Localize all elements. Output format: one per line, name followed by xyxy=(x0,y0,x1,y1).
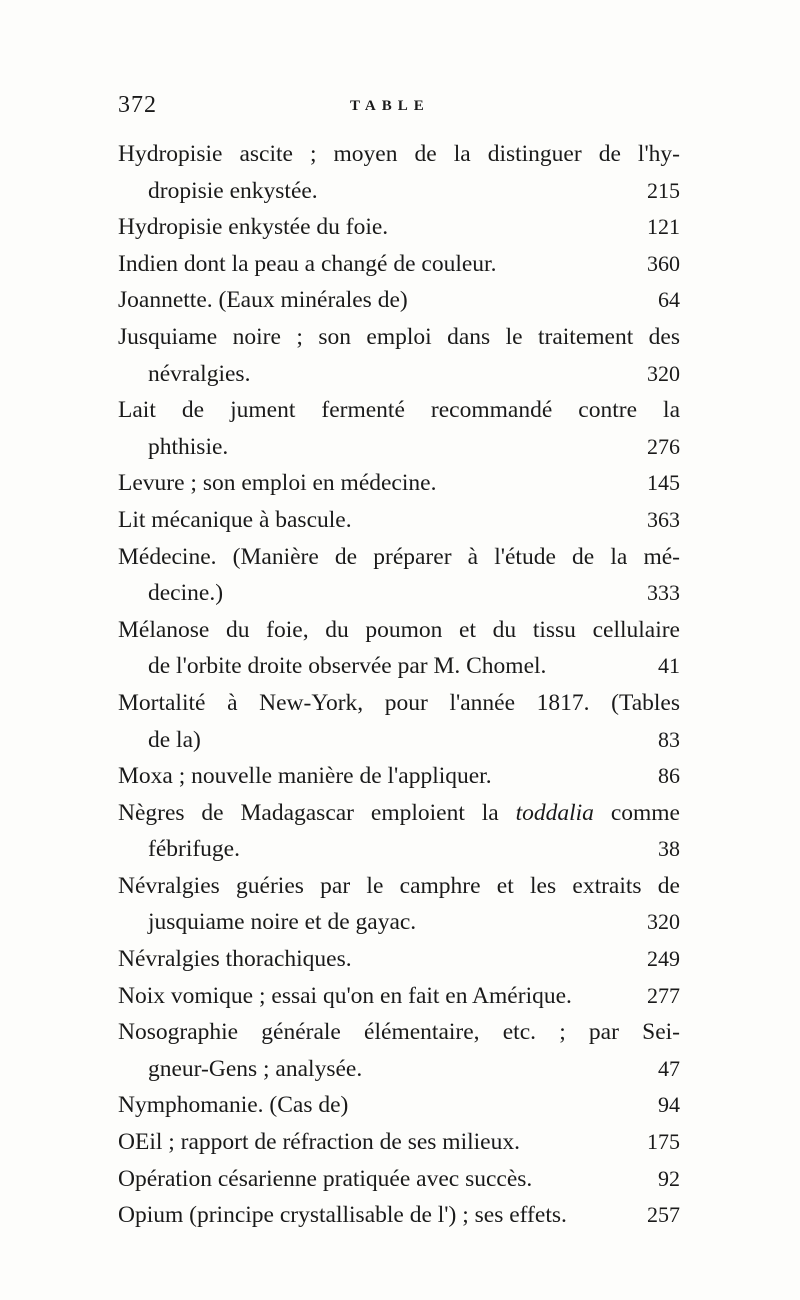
index-entry-line xyxy=(118,831,680,868)
entry-text: Levure ; son emploi en médecine. xyxy=(118,470,437,497)
italic-term: toddalia xyxy=(515,799,594,826)
page-reference: 320 xyxy=(647,360,680,386)
entry-text: Hydropisie enkystée du foie. xyxy=(118,214,389,241)
running-head: TABLE xyxy=(350,98,430,114)
index-entry-line xyxy=(118,1087,680,1124)
page-reference: 41 xyxy=(658,653,680,679)
entry-text: OEil ; rapport de réfraction de ses milieux. xyxy=(118,1129,520,1156)
entry-text: comme xyxy=(593,799,680,826)
index-entry-line xyxy=(118,246,680,283)
index-entry-line: Nosographie générale élémentaire, etc. ; par Sei- xyxy=(118,1019,680,1046)
index-entry-line xyxy=(118,758,680,795)
entry-text: fébrifuge. xyxy=(148,836,240,863)
entry-text: Nègres de Madagascar emploient la xyxy=(118,799,516,826)
index-entry-line xyxy=(118,575,680,612)
entry-text: de la) xyxy=(148,726,201,753)
index-entry-line xyxy=(118,722,680,759)
entry-text: Nymphomanie. (Cas de) xyxy=(118,1092,349,1119)
entry-text: Névralgies thorachiques. xyxy=(118,946,352,973)
index-entry-line: Mortalité à New-York, pour l'année 1817. (Tables xyxy=(118,689,680,716)
index-entry-line xyxy=(118,173,680,210)
entry-text: névralgies. xyxy=(148,360,251,387)
page-reference: 249 xyxy=(647,946,680,972)
index-entry-line xyxy=(118,502,680,539)
entry-text: dropisie enkystée. xyxy=(148,177,318,204)
page-reference: 333 xyxy=(647,580,680,606)
index-entry-line: Médecine. (Manière de préparer à l'étude de la mé- xyxy=(118,543,680,570)
index-entry-line xyxy=(118,941,680,978)
index-entry-line xyxy=(118,1161,680,1198)
index-entry-line xyxy=(118,429,680,466)
page-reference: 276 xyxy=(647,433,680,459)
index-entry-line xyxy=(118,465,680,502)
index-entry-line xyxy=(118,209,680,246)
index-entry-line xyxy=(118,1197,680,1234)
entry-text: Opium (principe crystallisable de l') ; ses effets. xyxy=(118,1202,567,1229)
page-reference: 47 xyxy=(658,1055,680,1081)
entry-text: Joannette. (Eaux minérales de) xyxy=(118,287,408,314)
page-reference: 83 xyxy=(658,726,680,752)
index-entry-line: Lait de jument fermenté recommandé contre la xyxy=(118,397,680,424)
index-entry-line: Jusquiame noire ; son emploi dans le traitement des xyxy=(118,323,680,350)
index-entry-line xyxy=(118,1124,680,1161)
page-reference: 363 xyxy=(647,506,680,532)
entry-text: Lit mécanique à bascule. xyxy=(118,506,352,533)
index-entry-line xyxy=(118,356,680,393)
index-entry-line xyxy=(118,648,680,685)
page-reference: 121 xyxy=(647,214,680,240)
page-reference: 92 xyxy=(658,1165,680,1191)
entry-text: Opération césarienne pratiquée avec succès. xyxy=(118,1165,533,1192)
page-reference: 215 xyxy=(647,177,680,203)
page-reference: 277 xyxy=(647,982,680,1008)
index-entry-line: Hydropisie ascite ; moyen de la distinguer de l'hy- xyxy=(118,141,680,167)
entry-text: gneur-Gens ; analysée. xyxy=(148,1055,363,1082)
entry-text: Moxa ; nouvelle manière de l'appliquer. xyxy=(118,763,492,790)
entry-text: Noix vomique ; essai qu'on en fait en Amérique. xyxy=(118,982,572,1009)
entry-text: phthisie. xyxy=(148,433,229,460)
index-entry-line xyxy=(118,795,680,832)
page-number: 372 xyxy=(118,92,157,118)
page-reference: 320 xyxy=(647,909,680,935)
page-reference: 86 xyxy=(658,763,680,789)
index-entry-line xyxy=(118,1051,680,1088)
page-header xyxy=(118,92,678,126)
index-entry-line: Mélanose du foie, du poumon et du tissu cellulaire xyxy=(118,616,680,643)
entry-text: decine.) xyxy=(148,580,224,607)
page-reference: 145 xyxy=(647,470,680,496)
page-reference: 64 xyxy=(658,287,680,313)
entry-text: jusquiame noire et de gayac. xyxy=(148,909,417,936)
entry-text: Indien dont la peau a changé de couleur. xyxy=(118,250,497,277)
index-entry-line: Névralgies guéries par le camphre et les extraits de xyxy=(118,872,680,899)
entry-text: de l'orbite droite observée par M. Chomel. xyxy=(148,653,547,680)
page-reference: 360 xyxy=(647,250,680,276)
page-reference: 257 xyxy=(647,1202,680,1228)
index-entry-line xyxy=(118,978,680,1015)
index-entry-line xyxy=(118,282,680,319)
page-reference: 175 xyxy=(647,1129,680,1155)
index-entries xyxy=(118,136,680,1234)
index-entry-line xyxy=(118,904,680,941)
page-reference: 94 xyxy=(658,1092,680,1118)
page-reference: 38 xyxy=(658,836,680,862)
